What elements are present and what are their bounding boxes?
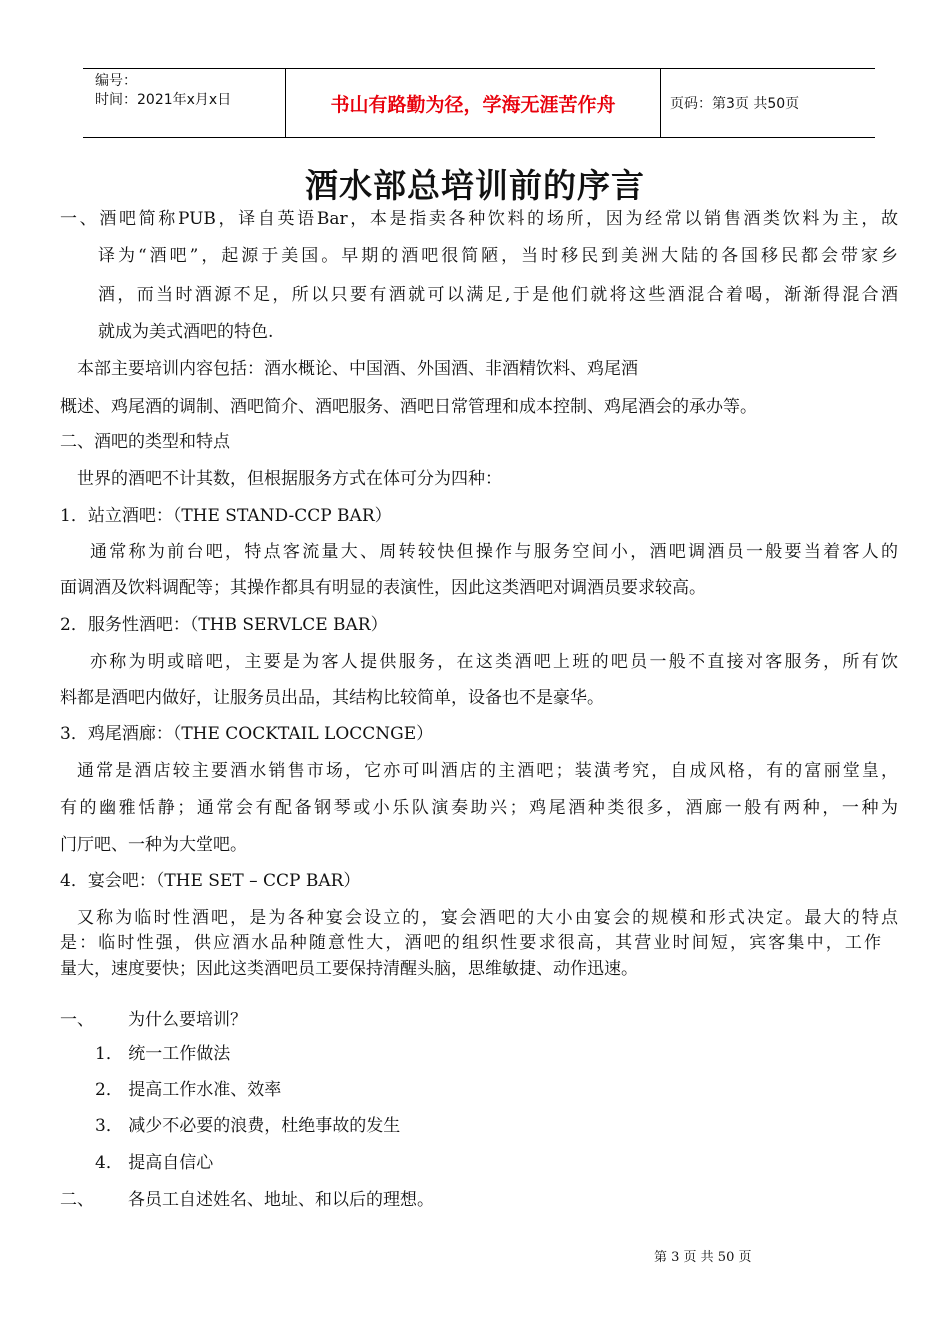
paragraph-line: 世界的酒吧不计其数，但根据服务方式在体可分为四种： <box>77 469 502 489</box>
paragraph-line: 有的幽雅恬静；通常会有配备钢琴或小乐队演奏助兴；鸡尾酒种类很多，酒廊一般有两种，一种为 <box>60 798 898 818</box>
question-number: 一、 <box>60 1010 94 1030</box>
question-number: 二、 <box>60 1190 94 1210</box>
bar-type-heading: 1．站立酒吧：（THE STAND-CCP BAR） <box>60 506 392 526</box>
list-item: 1． 统一工作做法 <box>95 1044 231 1064</box>
paragraph-line: 通常是酒店较主要酒水销售市场，它亦可叫酒店的主酒吧；装潢考究，自成风格，有的富丽堂皇， <box>77 761 898 781</box>
paragraph-line: 译为“酒吧”，起源于美国。早期的酒吧很简陋，当时移民到美洲大陆的各国移民都会带家乡 <box>98 246 898 266</box>
paragraph-line: 量大，速度要快；因此这类酒吧员工要保持清醒头脑，思维敏捷、动作迅速。 <box>60 959 638 979</box>
section-heading: 二、酒吧的类型和特点 <box>60 432 230 452</box>
paragraph-line: 又称为临时性酒吧，是为各种宴会设立的，宴会酒吧的大小由宴会的规模和形式决定。最大的特点 <box>77 908 898 928</box>
paragraph-line: 酒，而当时酒源不足，所以只要有酒就可以满足,于是他们就将这些酒混合着喝，渐渐得混合酒 <box>98 285 898 305</box>
paragraph-line: 面调酒及饮料调配等；其操作都具有明显的表演性，因此这类酒吧对调酒员要求较高。 <box>60 578 706 598</box>
bar-type-heading: 3．鸡尾酒廊：（THE COCKTAIL LOCCNGE） <box>60 724 434 744</box>
number-label: 编号： <box>95 73 137 89</box>
paragraph-line: 通常称为前台吧，特点客流量大、周转较快但操作与服务空间小，酒吧调酒员一般要当着客人的 <box>90 542 898 562</box>
list-item: 4． 提高自信心 <box>95 1153 214 1173</box>
paragraph-line: 亦称为明或暗吧，主要是为客人提供服务，在这类酒吧上班的吧员一般不直接对客服务，所有饮 <box>90 652 898 672</box>
header-left-cell <box>83 69 285 137</box>
question-text: 各员工自述姓名、地址、和以后的理想。 <box>128 1190 434 1210</box>
list-item: 2． 提高工作水准、效率 <box>95 1080 282 1100</box>
bar-type-heading: 2．服务性酒吧：（THB SERVLCE BAR） <box>60 615 388 635</box>
paragraph-line: 本部主要培训内容包括：酒水概论、中国酒、外国酒、非酒精饮料、鸡尾酒 <box>77 359 638 379</box>
paragraph-line: 料都是酒吧内做好，让服务员出品，其结构比较简单，设备也不是豪华。 <box>60 688 604 708</box>
header-motto: 书山有路勤为径，学海无涯苦作舟 <box>285 69 661 137</box>
bar-type-heading: 4．宴会吧：（THE SET – CCP BAR） <box>60 871 361 891</box>
paragraph-line: 就成为美式酒吧的特色. <box>98 322 274 342</box>
page-footer: 第 3 页 共 50 页 <box>654 1250 752 1265</box>
paragraph-line: 门厅吧、一种为大堂吧。 <box>60 835 247 855</box>
document-header <box>83 68 875 138</box>
question-text: 为什么要培训？ <box>128 1010 247 1030</box>
header-page-info: 页码：第3页 共50页 <box>670 96 800 112</box>
paragraph-line: 一、酒吧简称PUB，译自英语Bar，本是指卖各种饮料的场所，因为经常以销售酒类饮料为主，故 <box>60 209 898 229</box>
paragraph-line: 是：临时性强，供应酒水品种随意性大，酒吧的组织性要求很高，其营业时间短，宾客集中，工作 <box>60 933 881 953</box>
page-title: 酒水部总培训前的序言 <box>305 166 645 205</box>
time-label: 时间：2021年x月x日 <box>95 92 232 108</box>
list-item: 3． 减少不必要的浪费，杜绝事故的发生 <box>95 1116 401 1136</box>
paragraph-line: 概述、鸡尾酒的调制、酒吧简介、酒吧服务、酒吧日常管理和成本控制、鸡尾酒会的承办等。 <box>60 397 757 417</box>
